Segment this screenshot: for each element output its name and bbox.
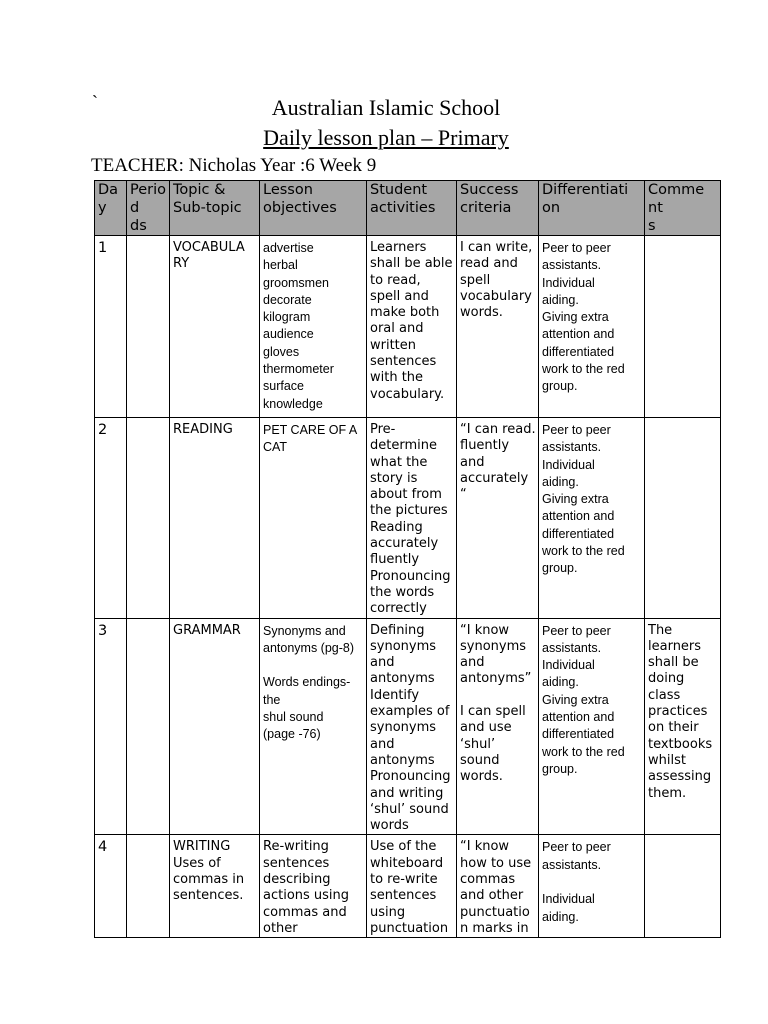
cell-line: describing (263, 872, 331, 888)
cell-line: Topic & (173, 182, 226, 198)
cell-line: assessing (648, 769, 712, 785)
cell-line (460, 688, 535, 704)
cell-line: attention and (542, 327, 615, 342)
cell-line: work to the red (542, 362, 625, 377)
cell-line: Synonyms and (263, 623, 346, 638)
cell-line: oral and (370, 321, 424, 337)
cell-line: The (648, 622, 673, 638)
cell-line: spell (460, 272, 491, 288)
cell-line: Pronouncing (370, 769, 451, 785)
cell-line: “I know (460, 839, 510, 855)
cell-line: fluently (370, 552, 420, 568)
cell-line: (page -76) (263, 727, 321, 742)
cell-line: sentences (370, 354, 437, 370)
cell-line: Words endings- (263, 675, 351, 690)
cell-line: Reading (370, 519, 423, 535)
cell-line: attention and (542, 710, 615, 725)
cell-line: and use (460, 720, 512, 736)
topic-cell (170, 835, 260, 938)
cell-line: Giving extra (542, 692, 609, 707)
cell-line: aiding. (542, 675, 579, 690)
cell-line: determine (370, 438, 437, 454)
topic-cell (170, 236, 260, 418)
header-comments (645, 181, 721, 236)
cell-line: advertise (263, 241, 314, 255)
cell-line: synonyms (370, 638, 437, 654)
cell-line: words. (460, 769, 503, 785)
cell-line: READING (173, 422, 233, 437)
cell-line: what the (370, 454, 428, 470)
cell-line: synonyms (460, 638, 527, 654)
cell-line: story is (370, 470, 418, 486)
differentiation-cell (539, 835, 645, 938)
cell-line: Da (98, 182, 119, 198)
cell-line: using (370, 904, 406, 920)
cell-line: kilogram (263, 310, 311, 325)
cell-line: work to the red (542, 544, 625, 559)
lesson-plan-table (94, 180, 721, 938)
day-cell: 3 (95, 618, 127, 835)
objectives-cell (260, 418, 367, 619)
cell-line: decorate (263, 292, 312, 307)
cell-line: assistants. (542, 258, 602, 273)
cell-line: knowledge (263, 396, 323, 411)
table-row-day-3 (95, 618, 721, 835)
cell-line: nt (648, 200, 663, 216)
cell-line: other (263, 920, 298, 936)
cell-line: assistants. (542, 440, 602, 455)
cell-line: on (542, 200, 561, 216)
cell-line: Individual (542, 658, 595, 673)
topic-cell (170, 418, 260, 619)
cell-line: on their (648, 720, 699, 736)
cell-line: group. (542, 379, 578, 394)
header-success (457, 181, 539, 236)
cell-line: thermometer (263, 362, 334, 377)
cell-line: commas and (263, 904, 347, 920)
differentiation-cell (539, 618, 645, 835)
differentiation-cell (539, 418, 645, 619)
cell-line: and (370, 736, 395, 752)
cell-line: Individual (542, 457, 595, 472)
cell-line: vocabulary. (370, 386, 445, 402)
table-row-day-4 (95, 835, 721, 938)
table-row-day-2 (95, 418, 721, 619)
day-cell: 1 (95, 236, 127, 418)
cell-line: attention and (542, 509, 615, 524)
activities-cell (367, 418, 457, 619)
cell-line: antonyms (pg-8) (263, 640, 355, 655)
cell-line: and writing (370, 785, 444, 801)
cell-line: aiding. (542, 292, 579, 307)
cell-line: Learners (370, 240, 427, 255)
cell-line: antonyms” (460, 671, 532, 687)
cell-line: them. (648, 785, 687, 801)
cell-line: aiding. (542, 909, 579, 924)
cell-line: groomsmen (263, 275, 329, 290)
cell-line: Giving extra (542, 310, 609, 325)
cell-line: whilst (648, 752, 686, 768)
cell-line: “I know (460, 622, 510, 638)
cell-line: s (648, 218, 656, 234)
cell-line: work to the red (542, 744, 625, 759)
objectives-cell (260, 236, 367, 418)
cell-line: group. (542, 761, 578, 776)
cell-line: and other (460, 888, 524, 904)
cell-line: I can spell (460, 704, 526, 720)
cell-line: shul sound (263, 710, 324, 725)
cell-line: written (370, 337, 417, 353)
cell-line: Differentiati (542, 182, 629, 198)
header-periods (127, 181, 170, 236)
cell-line: spell and (370, 288, 429, 304)
cell-line: accurately (460, 470, 529, 486)
cell-line: sentences (263, 855, 330, 871)
activities-cell (367, 618, 457, 835)
cell-line: vocabulary (460, 288, 532, 304)
day-cell: 2 (95, 418, 127, 619)
cell-line: PET CARE OF A (263, 423, 358, 437)
header-activities (367, 181, 457, 236)
cell-line: y (98, 200, 107, 216)
cell-line: Lesson (263, 182, 313, 198)
cell-line: how to use (460, 855, 532, 871)
cell-line: punctuatio (460, 904, 530, 920)
header-differentiation (539, 181, 645, 236)
cell-line: aiding. (542, 474, 579, 489)
cell-line: “I can read. (460, 422, 536, 437)
differentiation-cell (539, 236, 645, 418)
cell-line: ds (130, 218, 147, 234)
cell-line: Student (370, 182, 428, 198)
comments-cell (645, 418, 721, 619)
cell-line: correctly (370, 601, 427, 617)
cell-line: herbal (263, 258, 298, 273)
teacher-line: TEACHER: Nicholas Year :6 Week 9 (91, 155, 377, 176)
cell-line: “ (460, 487, 467, 503)
cell-line: sound (460, 752, 500, 768)
cell-line: Pronouncing (370, 568, 451, 584)
objectives-cell (260, 835, 367, 938)
cell-line: GRAMMAR (173, 622, 241, 638)
header-topic (170, 181, 260, 236)
cell-line: differentiated (542, 526, 615, 541)
cell-line: Peer to peer (542, 241, 611, 255)
cell-line: synonyms (370, 720, 437, 736)
cell-line: and (460, 454, 485, 470)
cell-line: Perio (130, 182, 167, 198)
backtick-mark: ` (92, 92, 98, 112)
cell-line: Individual (542, 892, 595, 907)
header-row (95, 181, 721, 236)
cell-line: sentences. (173, 888, 244, 904)
cell-line: the pictures (370, 503, 448, 519)
cell-line: n marks in (460, 920, 529, 936)
cell-line: doing (648, 671, 685, 687)
cell-line: Sub-topic (173, 200, 242, 216)
success-cell (457, 236, 539, 418)
header-day (95, 181, 127, 236)
cell-line: Identify (370, 687, 420, 703)
cell-line: Peer to peer (542, 840, 611, 855)
cell-line: differentiated (542, 727, 615, 742)
cell-line: Individual (542, 275, 595, 290)
success-cell (457, 835, 539, 938)
table-row-day-1 (95, 236, 721, 418)
activities-cell (367, 835, 457, 938)
cell-line: audience (263, 327, 314, 342)
periods-cell (127, 418, 170, 619)
cell-line: learners (648, 638, 702, 654)
comments-cell (645, 618, 721, 835)
comments-cell (645, 835, 721, 938)
cell-line: criteria (460, 200, 512, 216)
cell-line: about from (370, 487, 442, 503)
cell-line: Use of the (370, 839, 437, 855)
periods-cell (127, 618, 170, 835)
cell-line: accurately (370, 536, 439, 552)
cell-line (263, 657, 363, 674)
periods-cell (127, 835, 170, 938)
cell-line: VOCABULA (173, 240, 245, 255)
cell-line: class (648, 687, 681, 703)
cell-line: ‘shul’ (460, 736, 496, 752)
day-cell: 4 (95, 835, 127, 938)
cell-line: Defining (370, 622, 425, 638)
cell-line: punctuation (370, 920, 449, 936)
cell-line: and (370, 655, 395, 671)
cell-line: surface (263, 379, 304, 394)
cell-line: gloves (263, 344, 300, 359)
cell-line: shall be able (370, 256, 453, 272)
cell-line: words. (460, 305, 503, 321)
periods-cell (127, 236, 170, 418)
school-name: Australian Islamic School (271, 95, 501, 120)
cell-line: shall be (648, 655, 699, 671)
cell-line: make both (370, 305, 440, 321)
cell-line: to read, (370, 272, 421, 288)
success-cell (457, 618, 539, 835)
cell-line: group. (542, 561, 578, 576)
cell-line: CAT (263, 440, 288, 455)
cell-line: to re-write (370, 872, 438, 888)
cell-line: words (370, 818, 409, 834)
cell-line: RY (173, 256, 190, 272)
cell-line: I can write, (460, 240, 533, 255)
cell-line: textbooks (648, 736, 713, 752)
cell-line: antonyms (370, 671, 435, 687)
cell-line: and (460, 655, 485, 671)
cell-line: Peer to peer (542, 423, 611, 437)
cell-line: commas in (173, 872, 245, 888)
cell-line: WRITING (173, 839, 231, 855)
cell-line: examples of (370, 704, 450, 720)
cell-line: with the (370, 370, 424, 386)
cell-line: Uses of (173, 855, 221, 871)
activities-cell (367, 236, 457, 418)
cell-line: assistants. (542, 640, 602, 655)
cell-line: Giving extra (542, 492, 609, 507)
cell-line: activities (370, 200, 436, 216)
cell-line: objectives (263, 200, 337, 216)
cell-line: Success (460, 182, 519, 198)
header-objectives (260, 181, 367, 236)
cell-line: Comme (648, 182, 705, 198)
success-cell (457, 418, 539, 619)
cell-line: the (263, 692, 281, 707)
cell-line: antonyms (370, 752, 435, 768)
cell-line: commas (460, 872, 516, 888)
comments-cell (645, 236, 721, 418)
cell-line: fluently (460, 438, 510, 454)
cell-line: Peer to peer (542, 623, 611, 638)
cell-line: actions using (263, 888, 350, 904)
cell-line: practices (648, 704, 708, 720)
cell-line (542, 874, 641, 891)
cell-line: sentences (370, 888, 437, 904)
cell-line: assistants. (542, 857, 602, 872)
cell-line: differentiated (542, 344, 615, 359)
cell-line: whiteboard (370, 855, 444, 871)
cell-line: Pre- (370, 422, 396, 437)
cell-line: read and (460, 256, 518, 272)
cell-line: Re-writing (263, 839, 329, 855)
plan-title: Daily lesson plan – Primary (263, 125, 509, 150)
cell-line: the words (370, 584, 435, 600)
objectives-cell (260, 618, 367, 835)
cell-line: d (130, 200, 140, 216)
topic-cell (170, 618, 260, 835)
cell-line: ‘shul’ sound (370, 801, 449, 817)
